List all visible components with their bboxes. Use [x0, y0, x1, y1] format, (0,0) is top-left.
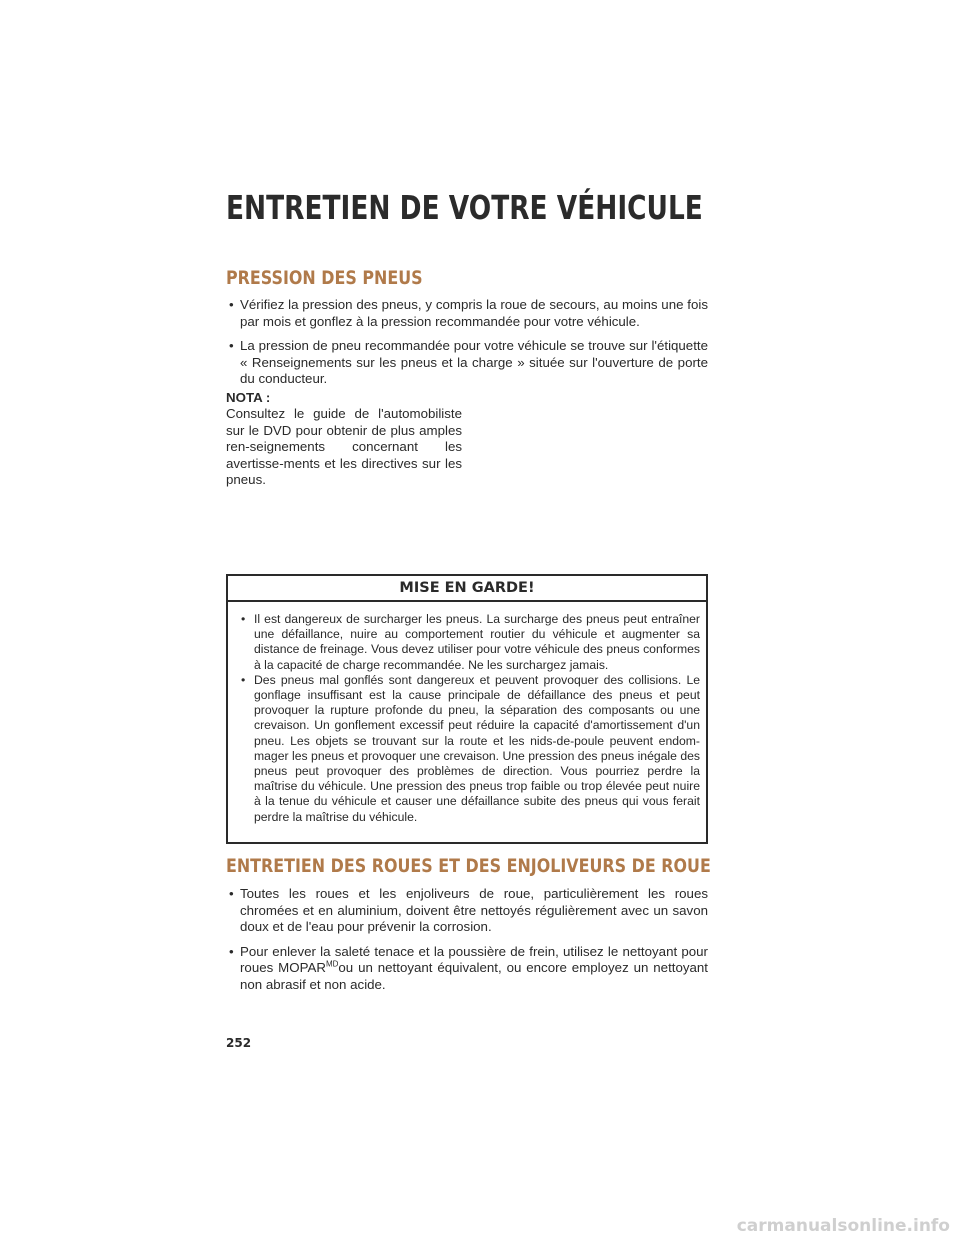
- bullet-text: Toutes les roues et les enjoliveurs de roue, particulièrement les roues chromées et en aluminium, doivent être nettoyés régulièrement avec un savon doux et de l'eau pour prévenir la corrosion.: [240, 886, 708, 934]
- bullet-icon: •: [229, 943, 234, 959]
- warning-body: [228, 602, 706, 825]
- bullet-text: ou un nettoyant équivalent, ou encore employez un nettoyant non abrasif et non acide.: [240, 960, 708, 992]
- list-item: [226, 338, 708, 388]
- list-item: [226, 944, 708, 994]
- chapter-title: ENTRETIEN DE VOTRE VÉHICULE: [226, 188, 703, 227]
- wheel-care-bullets: [226, 886, 708, 1001]
- list-item: [226, 886, 708, 936]
- bullet-icon: •: [229, 297, 234, 312]
- section-heading-tire-pressure: PRESSION DES PNEUS: [226, 268, 423, 289]
- list-item: [238, 673, 700, 825]
- trademark-superscript: MD: [325, 959, 339, 969]
- bullet-icon: •: [229, 338, 234, 353]
- bullet-text: Vérifiez la pression des pneus, y compris la roue de secours, au moins une fois par mois et gonflez à la pression recommandée pour votre véhicule.: [240, 297, 708, 329]
- bullet-icon: •: [241, 672, 246, 687]
- bullet-icon: •: [241, 612, 246, 626]
- warning-text: Des pneus mal gonflés sont dangereux et peuvent provoquer des collisions. Le gonflage insuffisant est la cause principale de défaillance des pneus et peut provoquer la rupture profonde du pneu, la séparation des composants ou une crevaison. Un gonflement excessif peut réduire la capacité d'amortissement d'un pneu. Les objets se trouvant sur la route et les nids-de-poule peuvent endom-mager les pneus et provoquer une crevaison. Une pression des pneus inégale des pneus peut provoquer des problèmes de direction. Vous pourriez perdre la maîtrise du véhicule. Une pression des pneus trop faible ou trop élevée peut nuire à la tenue du véhicule et causer une défaillance subite des pneus qui vous ferait perdre la maîtrise du véhicule.: [254, 672, 700, 824]
- note-block: [226, 390, 462, 488]
- bullet-text: La pression de pneu recommandée pour votre véhicule se trouve sur l'étiquette « Renseignements sur les pneus et la charge » située sur l'ouverture de porte du conducteur.: [240, 338, 708, 386]
- page-number: 252: [226, 1036, 252, 1050]
- list-item: [226, 297, 708, 330]
- note-text: Consultez le guide de l'automobiliste sur le DVD pour obtenir de plus amples ren-seignements concernant les avertisse-ments et les directives sur les pneus.: [226, 406, 462, 488]
- note-label: NOTA :: [226, 390, 271, 405]
- bullet-icon: •: [229, 886, 234, 901]
- warning-box: [226, 574, 708, 844]
- bullet-text: Pour enlever la saleté tenace et la poussière de frein, utilisez le nettoyant pour roues MOPAR: [240, 943, 708, 975]
- list-item: [238, 612, 700, 673]
- section-heading-wheel-care: ENTRETIEN DES ROUES ET DES ENJOLIVEURS DE ROUE: [226, 856, 711, 877]
- tire-pressure-bullets: [226, 297, 708, 396]
- warning-title: MISE EN GARDE!: [228, 576, 706, 602]
- warning-text: Il est dangereux de surcharger les pneus. La surcharge des pneus peut entraîner une défaillance, nuire au comportement routier du véhicule et augmenter sa distance de freinage. Vous devez utiliser pour votre véhicule des pneus conformes à la capacité de charge recommandée. Ne les surchargez jamais.: [254, 612, 700, 672]
- watermark-logo: carmanualsonline.info: [736, 1216, 950, 1236]
